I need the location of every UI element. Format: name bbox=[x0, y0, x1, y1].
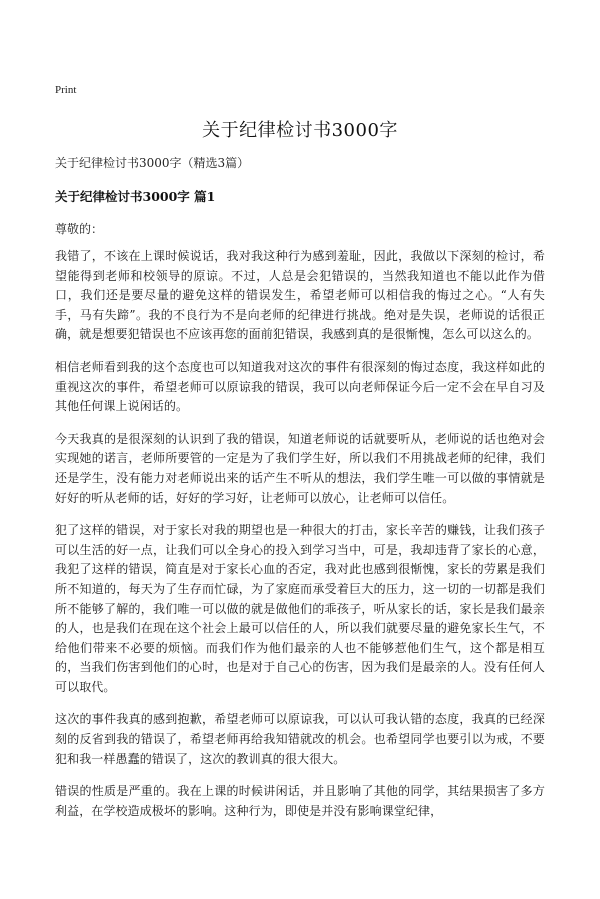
paragraph: 今天我真的是很深刻的认识到了我的错误，知道老师说的话就要听从，老师说的话也绝对会实现她的诺言，老师所要管的一定是为了我们学生好，所以我们不用挑战老师的纪律，我们还是学生，没有能力对老师说出来的话产生不听从的想法，我们学生唯一可以做的事情就是好好的听从老师的话，好好的学习好，让老师可以放心，让老师可以信任。 bbox=[55, 431, 545, 505]
section-heading: 关于纪律检讨书3000字 篇1 bbox=[55, 189, 216, 204]
paragraph: 这次的事件我真的感到抱歉，希望老师可以原谅我，可以认可我认错的态度，我真的已经深刻的反省到我的错误了，希望老师再给我知错就改的机会。也希望同学也要引以为戒，不要犯和我一样愚蠢的错误了，这次的教训真的很大很大。 bbox=[55, 712, 545, 766]
paragraph: 相信老师看到我的这个态度也可以知道我对这次的事件有很深刻的悔过态度，我这样如此的重视这次的事件，希望老师可以原谅我的错误，我可以向老师保证今后一定不会在早自习及其他任何课上说闲话的。 bbox=[55, 359, 545, 414]
paragraph: 我错了，不该在上课时候说话，我对我这种行为感到羞耻，因此，我做以下深刻的检讨，希望能得到老师和校领导的原谅。不过，人总是会犯错误的，当然我知道也不能以此作为借口，我们还是要尽量的避免这样的错误发生，希望老师可以相信我的悔过之心。“人有失手，马有失蹄”。我的不良行为不是向老师的纪律进行挑战。绝对是失误，老师说的话很正确，就是想要犯错误也不应该再您的面前犯错误，我感到真的是很惭愧，怎么可以这么的。 bbox=[55, 249, 545, 342]
body-text bbox=[55, 247, 545, 834]
document-title: 关于纪律检讨书3000字 bbox=[202, 120, 398, 141]
salutation: 尊敬的： bbox=[55, 222, 104, 236]
print-label: Print bbox=[55, 84, 77, 96]
document-subtitle: 关于纪律检讨书3000字（精选3篇） bbox=[55, 156, 250, 170]
paragraph: 犯了这样的错误，对于家长对我的期望也是一种很大的打击，家长辛苦的赚钱，让我们孩子可以生活的好一点，让我们可以全身心的投入到学习当中，可是，我却违背了家长的心意，我犯了这样的错误，简直是对于家长心血的否定，我对此也感到很惭愧，家长的劳累是我们所不知道的，每天为了生存而忙碌，为了家庭而承受着巨大的压力，这一切的一切都是我们所不能够了解的，我们唯一可以做的就是做他们的乖孩子，听从家长的话，家长是我们最亲的人，也是我们在现在这个社会上最可以信任的人，所以我们就要尽量的避免家长生气，不给他们带来不必要的烦恼。而我们作为他们最亲的人也不能够惹他们生气，这个都是相互的，当我们伤害到他们的心时，也是对于自己心的伤害，因为我们是最亲的人。没有任何人可以取代。 bbox=[55, 523, 545, 694]
paragraph: 错误的性质是严重的。我在上课的时候讲闲话，并且影响了其他的同学，其结果损害了多方利益，在学校造成极坏的影响。这种行为，即使是并没有影响课堂纪律， bbox=[55, 784, 545, 818]
